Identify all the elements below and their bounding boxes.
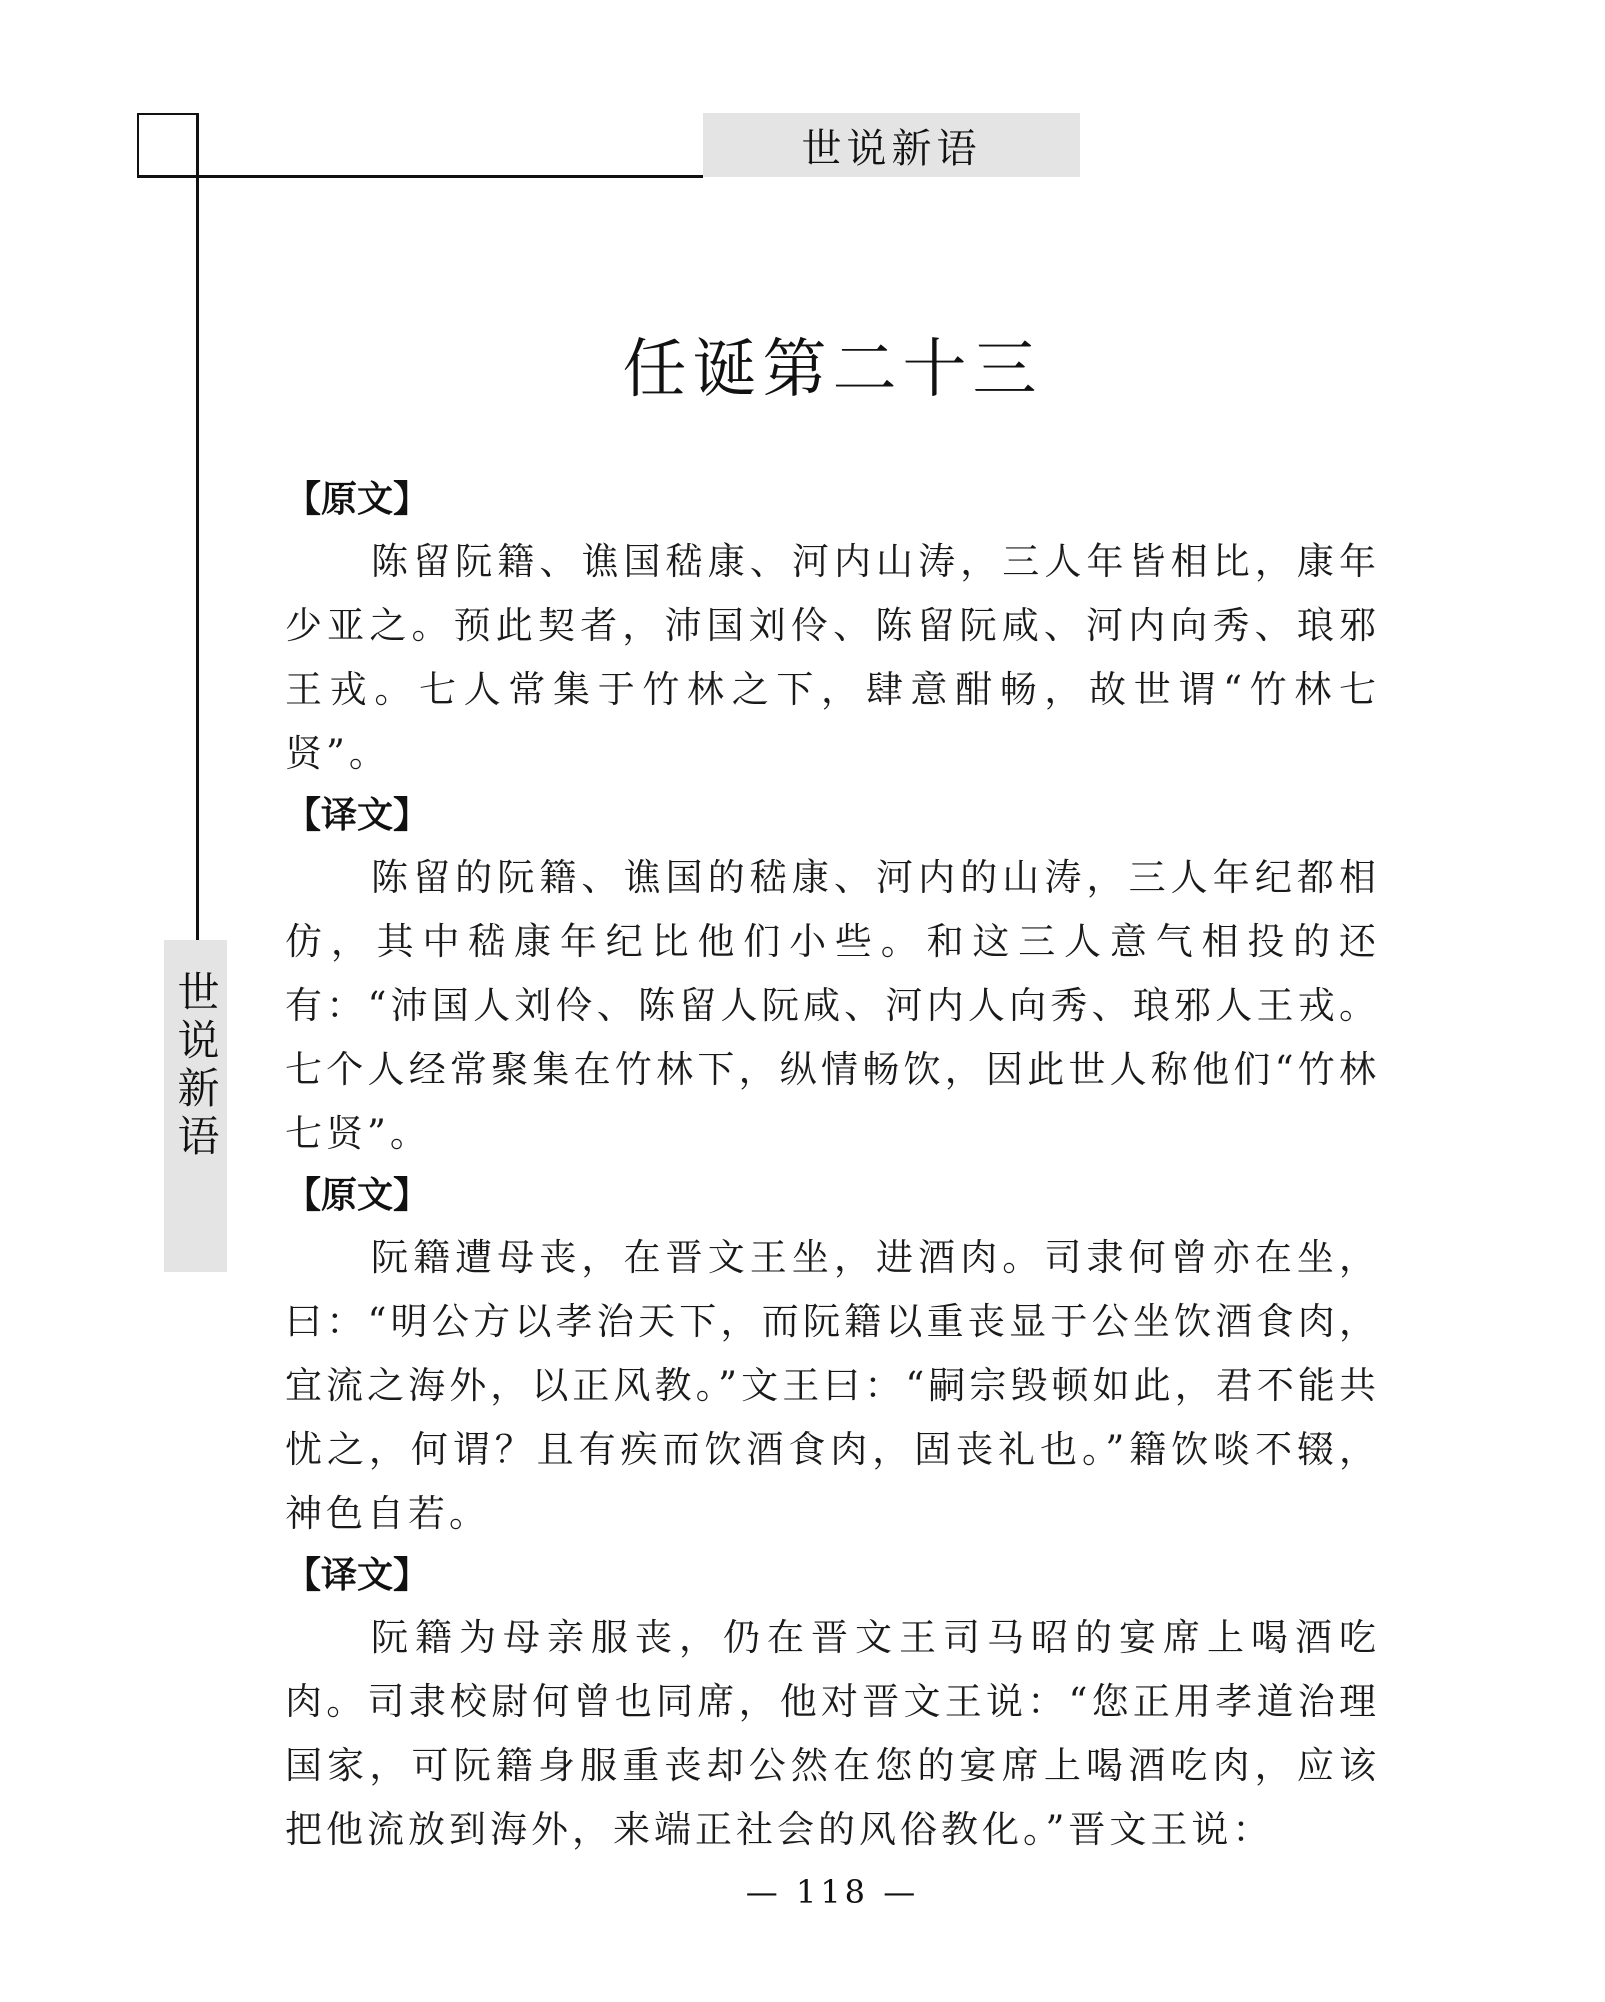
paragraph-translation-1: 陈留的阮籍、谯国的嵇康、河内的山涛，三人年纪都相仿，其中嵇康年纪比他们小些。和这三人意气相投的还有：“沛国人刘伶、陈留人阮咸、河内人向秀、琅邪人王戎。七个人经常聚集在竹林下，纵情畅饮，因此世人称他们“竹林七贤”。 xyxy=(285,856,1380,1155)
corner-frame-box xyxy=(137,113,199,177)
page-number: — 118 — xyxy=(745,1873,920,1911)
section-label-original-2: 【原文】 xyxy=(285,1175,430,1216)
paragraph-translation-2: 阮籍为母亲服丧，仍在晋文王司马昭的宴席上喝酒吃肉。司隶校尉何曾也同席，他对晋文王说：“您正用孝道治理国家，可阮籍身服重丧却公然在您的宴席上喝酒吃肉，应该把他流放到海外，来端正社会的风俗教化。”晋文王说： xyxy=(285,1616,1380,1851)
running-header xyxy=(703,113,1080,177)
paragraph-original-2: 阮籍遭母丧，在晋文王坐，进酒肉。司隶何曾亦在坐，曰：“明公方以孝治天下，而阮籍以重丧显于公坐饮酒食肉，宜流之海外，以正风教。”文王曰：“嗣宗毁顿如此，君不能共忧之，何谓？且有疾而饮酒食肉，固丧礼也。”籍饮啖不辍，神色自若。 xyxy=(285,1236,1380,1535)
paragraph-original-1: 陈留阮籍、谯国嵇康、河内山涛，三人年皆相比，康年少亚之。预此契者，沛国刘伶、陈留阮咸、河内向秀、琅邪王戎。七人常集于竹林之下，肆意酣畅，故世谓“竹林七贤”。 xyxy=(285,540,1380,775)
section-label-original-1: 【原文】 xyxy=(285,479,430,520)
side-thumb-tab xyxy=(164,940,227,1272)
running-header-title: 世说新语 xyxy=(801,125,982,172)
body-text xyxy=(285,470,1380,1862)
header-rule-line xyxy=(137,175,703,178)
side-thumb-title: 世说新语 xyxy=(171,970,221,1162)
margin-rule-line xyxy=(196,113,199,943)
chapter-title: 任诞第二十三 xyxy=(622,333,1043,407)
section-label-translation-2: 【译文】 xyxy=(285,1555,430,1596)
section-label-translation-1: 【译文】 xyxy=(285,795,430,836)
